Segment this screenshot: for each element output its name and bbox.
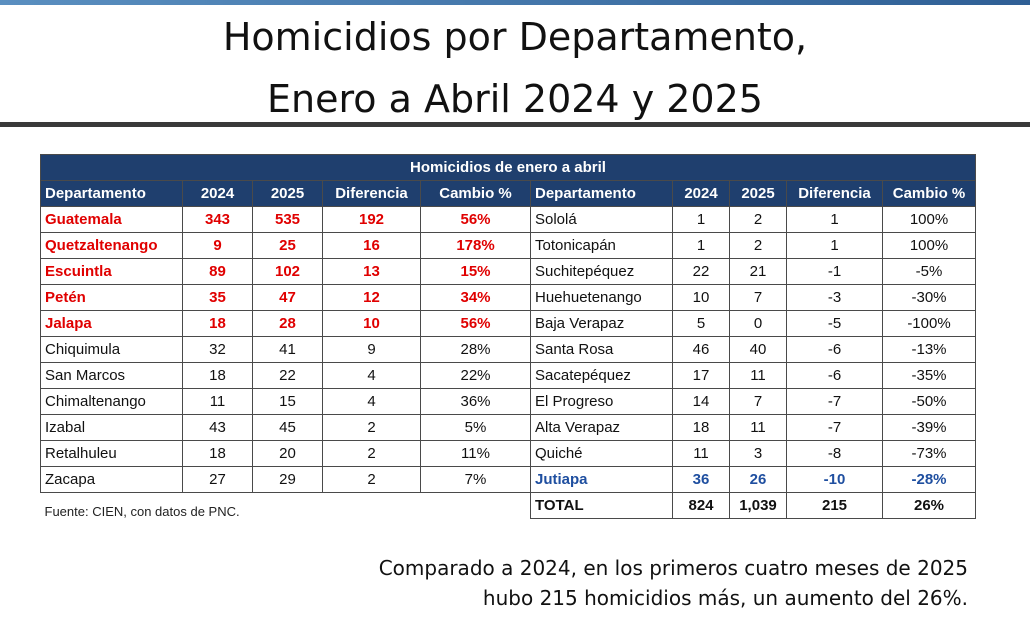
total-row: [41, 493, 976, 519]
table-caption: Homicidios de enero a abril: [41, 155, 976, 181]
left-value-2025-cell: 41: [253, 337, 323, 363]
total-2024-cell: 824: [673, 493, 730, 519]
left-difference-cell: 192: [323, 207, 421, 233]
right-value-2024-cell: 5: [673, 311, 730, 337]
left-value-2024-cell: 9: [183, 233, 253, 259]
right-change-percent-cell: -35%: [883, 363, 976, 389]
right-department-cell: Huehuetenango: [531, 285, 673, 311]
header-2024-right: 2024: [673, 181, 730, 207]
right-department-cell: El Progreso: [531, 389, 673, 415]
header-cambio-left: Cambio %: [421, 181, 531, 207]
left-value-2025-cell: 29: [253, 467, 323, 493]
left-change-percent-cell: 11%: [421, 441, 531, 467]
table-row: [41, 337, 976, 363]
right-change-percent-cell: -28%: [883, 467, 976, 493]
right-department-cell: Jutiapa: [531, 467, 673, 493]
left-change-percent-cell: 56%: [421, 207, 531, 233]
summary-text: [379, 553, 968, 613]
left-value-2025-cell: 45: [253, 415, 323, 441]
left-change-percent-cell: 15%: [421, 259, 531, 285]
header-diferencia-right: Diferencia: [787, 181, 883, 207]
left-department-cell: Chiquimula: [41, 337, 183, 363]
left-difference-cell: 16: [323, 233, 421, 259]
header-2025-left: 2025: [253, 181, 323, 207]
total-change-percent-cell: 26%: [883, 493, 976, 519]
right-difference-cell: 1: [787, 207, 883, 233]
right-department-cell: Totonicapán: [531, 233, 673, 259]
left-department-cell: Petén: [41, 285, 183, 311]
right-department-cell: Baja Verapaz: [531, 311, 673, 337]
left-change-percent-cell: 178%: [421, 233, 531, 259]
left-value-2025-cell: 25: [253, 233, 323, 259]
right-change-percent-cell: -5%: [883, 259, 976, 285]
table-row: [41, 233, 976, 259]
header-2025-right: 2025: [730, 181, 787, 207]
right-change-percent-cell: -39%: [883, 415, 976, 441]
left-difference-cell: 13: [323, 259, 421, 285]
right-change-percent-cell: -13%: [883, 337, 976, 363]
left-value-2025-cell: 20: [253, 441, 323, 467]
right-difference-cell: -8: [787, 441, 883, 467]
right-difference-cell: -7: [787, 389, 883, 415]
left-change-percent-cell: 7%: [421, 467, 531, 493]
right-value-2025-cell: 0: [730, 311, 787, 337]
right-change-percent-cell: 100%: [883, 207, 976, 233]
table-body: [41, 207, 976, 519]
right-value-2025-cell: 26: [730, 467, 787, 493]
left-value-2024-cell: 43: [183, 415, 253, 441]
left-value-2024-cell: 343: [183, 207, 253, 233]
header-diferencia-left: Diferencia: [323, 181, 421, 207]
left-department-cell: Izabal: [41, 415, 183, 441]
summary-line-1: Comparado a 2024, en los primeros cuatro meses de 2025: [378, 556, 968, 580]
right-value-2025-cell: 11: [730, 363, 787, 389]
right-value-2024-cell: 11: [673, 441, 730, 467]
right-value-2025-cell: 7: [730, 389, 787, 415]
left-difference-cell: 12: [323, 285, 421, 311]
total-label-cell: TOTAL: [531, 493, 673, 519]
right-value-2025-cell: 11: [730, 415, 787, 441]
right-difference-cell: -6: [787, 337, 883, 363]
right-difference-cell: -7: [787, 415, 883, 441]
left-value-2024-cell: 35: [183, 285, 253, 311]
right-department-cell: Sacatepéquez: [531, 363, 673, 389]
right-value-2025-cell: 21: [730, 259, 787, 285]
left-value-2025-cell: 28: [253, 311, 323, 337]
left-value-2025-cell: 47: [253, 285, 323, 311]
title-line-2: Enero a Abril 2024 y 2025: [267, 77, 763, 121]
right-value-2025-cell: 2: [730, 207, 787, 233]
right-value-2024-cell: 10: [673, 285, 730, 311]
title-line-1: Homicidios por Departamento,: [222, 15, 808, 59]
left-department-cell: San Marcos: [41, 363, 183, 389]
table-row: [41, 285, 976, 311]
left-change-percent-cell: 22%: [421, 363, 531, 389]
left-change-percent-cell: 28%: [421, 337, 531, 363]
title-divider: [0, 122, 1030, 127]
right-value-2024-cell: 22: [673, 259, 730, 285]
right-difference-cell: 1: [787, 233, 883, 259]
right-value-2025-cell: 3: [730, 441, 787, 467]
right-difference-cell: -6: [787, 363, 883, 389]
table-row: [41, 389, 976, 415]
header-2024-left: 2024: [183, 181, 253, 207]
right-change-percent-cell: 100%: [883, 233, 976, 259]
table-row: [41, 363, 976, 389]
left-value-2025-cell: 15: [253, 389, 323, 415]
table-row: [41, 441, 976, 467]
left-difference-cell: 10: [323, 311, 421, 337]
right-value-2024-cell: 46: [673, 337, 730, 363]
right-change-percent-cell: -50%: [883, 389, 976, 415]
left-value-2024-cell: 18: [183, 441, 253, 467]
right-value-2024-cell: 14: [673, 389, 730, 415]
left-value-2024-cell: 18: [183, 311, 253, 337]
right-value-2024-cell: 1: [673, 207, 730, 233]
right-value-2024-cell: 17: [673, 363, 730, 389]
left-difference-cell: 2: [323, 467, 421, 493]
right-department-cell: Sololá: [531, 207, 673, 233]
left-change-percent-cell: 34%: [421, 285, 531, 311]
left-value-2024-cell: 11: [183, 389, 253, 415]
table-row: [41, 415, 976, 441]
right-difference-cell: -5: [787, 311, 883, 337]
right-change-percent-cell: -73%: [883, 441, 976, 467]
left-change-percent-cell: 5%: [421, 415, 531, 441]
total-2025-cell: 1,039: [730, 493, 787, 519]
left-difference-cell: 4: [323, 389, 421, 415]
left-value-2025-cell: 102: [253, 259, 323, 285]
table-row: [41, 207, 976, 233]
table-row: [41, 467, 976, 493]
left-difference-cell: 9: [323, 337, 421, 363]
right-value-2025-cell: 7: [730, 285, 787, 311]
header-cambio-right: Cambio %: [883, 181, 976, 207]
left-value-2025-cell: 535: [253, 207, 323, 233]
left-difference-cell: 4: [323, 363, 421, 389]
right-difference-cell: -3: [787, 285, 883, 311]
summary-line-2: hubo 215 homicidios más, un aumento del 26%.: [482, 586, 968, 610]
left-difference-cell: 2: [323, 441, 421, 467]
header-departamento-right: Departamento: [531, 181, 673, 207]
left-department-cell: Chimaltenango: [41, 389, 183, 415]
right-department-cell: Alta Verapaz: [531, 415, 673, 441]
left-value-2024-cell: 27: [183, 467, 253, 493]
right-change-percent-cell: -30%: [883, 285, 976, 311]
header-departamento-left: Departamento: [41, 181, 183, 207]
left-department-cell: Guatemala: [41, 207, 183, 233]
right-department-cell: Quiché: [531, 441, 673, 467]
right-department-cell: Suchitepéquez: [531, 259, 673, 285]
right-department-cell: Santa Rosa: [531, 337, 673, 363]
left-value-2024-cell: 89: [183, 259, 253, 285]
left-department-cell: Retalhuleu: [41, 441, 183, 467]
table-row: [41, 311, 976, 337]
right-value-2024-cell: 36: [673, 467, 730, 493]
table-header-row: [41, 181, 976, 207]
left-value-2024-cell: 32: [183, 337, 253, 363]
right-value-2024-cell: 18: [673, 415, 730, 441]
right-value-2025-cell: 2: [730, 233, 787, 259]
left-department-cell: Escuintla: [41, 259, 183, 285]
left-department-cell: Quetzaltenango: [41, 233, 183, 259]
page-title: [0, 6, 1030, 130]
left-change-percent-cell: 36%: [421, 389, 531, 415]
right-value-2025-cell: 40: [730, 337, 787, 363]
source-note: Fuente: CIEN, con datos de PNC.: [44, 503, 240, 519]
right-value-2024-cell: 1: [673, 233, 730, 259]
right-change-percent-cell: -100%: [883, 311, 976, 337]
right-difference-cell: -10: [787, 467, 883, 493]
left-value-2024-cell: 18: [183, 363, 253, 389]
total-difference-cell: 215: [787, 493, 883, 519]
left-change-percent-cell: 56%: [421, 311, 531, 337]
table-row: [41, 259, 976, 285]
left-department-cell: Jalapa: [41, 311, 183, 337]
homicides-table: [40, 154, 976, 519]
left-department-cell: Zacapa: [41, 467, 183, 493]
left-difference-cell: 2: [323, 415, 421, 441]
right-difference-cell: -1: [787, 259, 883, 285]
top-accent-bar: [0, 0, 1030, 5]
left-value-2025-cell: 22: [253, 363, 323, 389]
